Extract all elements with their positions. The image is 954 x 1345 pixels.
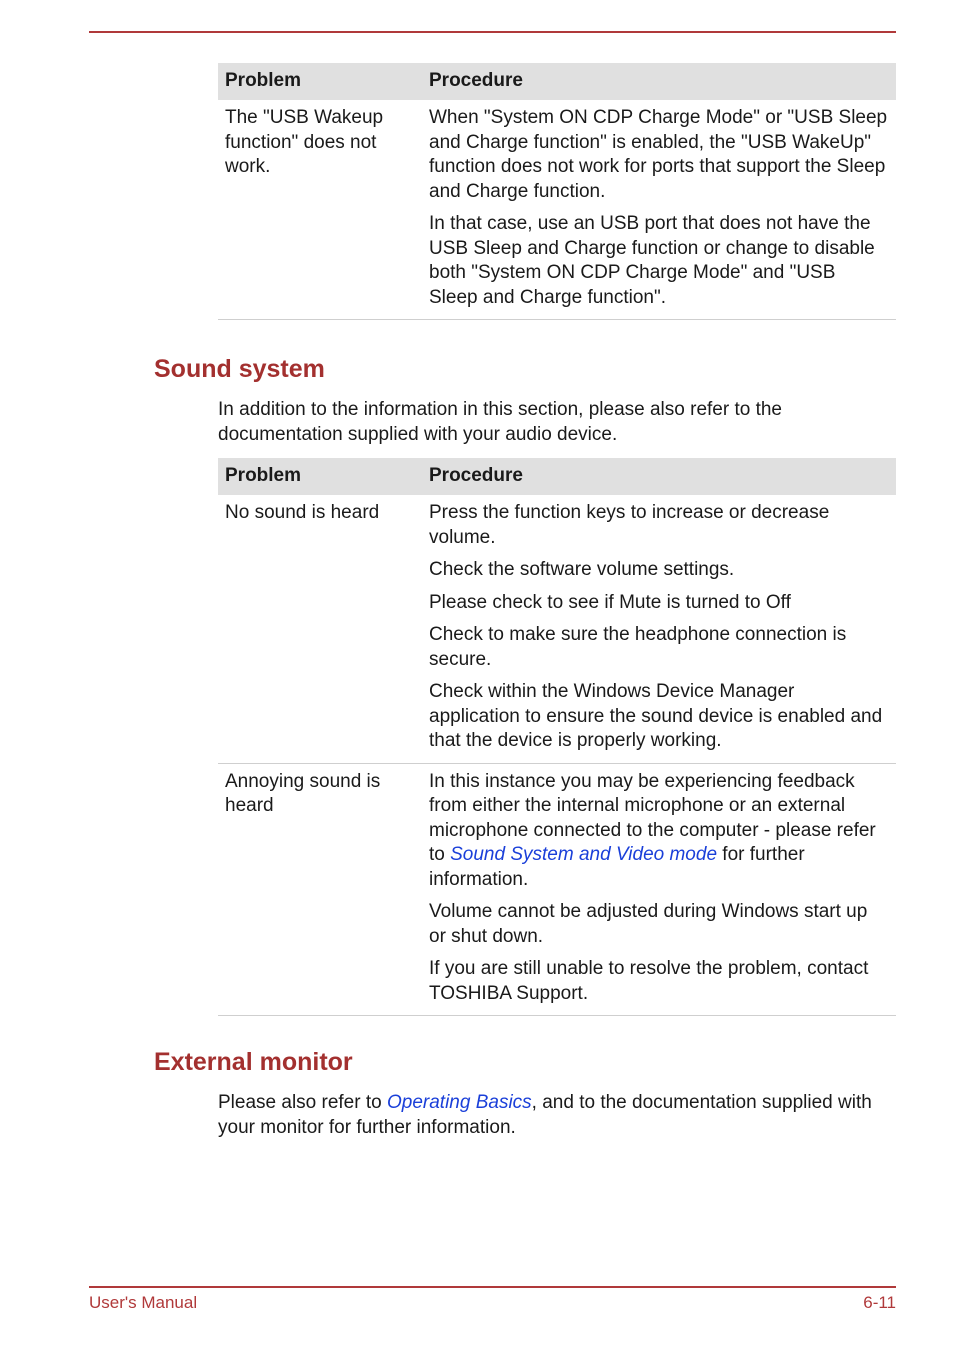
procedure-paragraph: Please check to see if Mute is turned to Off bbox=[429, 591, 791, 613]
footer-page-number: 6-11 bbox=[863, 1293, 896, 1312]
table-row bbox=[218, 100, 896, 320]
sound-troubleshooting-table bbox=[218, 458, 896, 1016]
intro-text: Please also refer to bbox=[218, 1092, 387, 1113]
problem-column-header: Problem bbox=[218, 458, 422, 495]
procedure-paragraph: In that case, use an USB port that does not have the USB Sleep and Charge function or change to disable both "System ON CDP Charge Mode" and "USB Sleep and Charge function". bbox=[429, 213, 875, 308]
procedure-paragraph: Volume cannot be adjusted during Windows start up or shut down. bbox=[429, 901, 868, 947]
table-header-row bbox=[218, 458, 896, 495]
external-monitor-heading: External monitor bbox=[154, 1048, 353, 1076]
procedure-column-header: Procedure bbox=[422, 63, 896, 100]
procedure-text: In this instance you may be experiencing feedback from either the internal microphone or an external microphone connected to the computer - please refer to bbox=[429, 770, 876, 865]
procedure-paragraph: When "System ON CDP Charge Mode" or "USB Sleep and Charge function" is enabled, the "USB WakeUp" function does not work for ports that support the Sleep and Charge function. bbox=[429, 107, 888, 202]
procedure-cell bbox=[422, 100, 896, 320]
problem-cell: Annoying sound is heard bbox=[218, 763, 422, 1016]
sound-system-video-mode-link[interactable]: Sound System and Video mode bbox=[450, 844, 718, 865]
usb-troubleshooting-table bbox=[218, 63, 896, 320]
external-monitor-intro bbox=[218, 1091, 896, 1140]
table-row bbox=[218, 763, 896, 1016]
table-header-row bbox=[218, 63, 896, 100]
table-row bbox=[218, 495, 896, 763]
intro-text: , and to the documentation supplied with your monitor for further information. bbox=[218, 1092, 872, 1138]
procedure-cell bbox=[422, 763, 896, 1016]
footer-rule bbox=[89, 1286, 896, 1288]
procedure-cell bbox=[422, 495, 896, 763]
procedure-paragraph-with-link bbox=[429, 770, 889, 893]
procedure-paragraph: Check the software volume settings. bbox=[429, 559, 735, 580]
procedure-paragraph: If you are still unable to resolve the problem, contact TOSHIBA Support. bbox=[429, 958, 869, 1004]
operating-basics-link[interactable]: Operating Basics bbox=[386, 1092, 532, 1113]
problem-cell: The "USB Wakeup function" does not work. bbox=[218, 100, 422, 320]
sound-system-intro: In addition to the information in this section, please also refer to the documentation supplied with your audio device. bbox=[218, 399, 782, 445]
procedure-paragraph: Press the function keys to increase or decrease volume. bbox=[429, 502, 830, 548]
procedure-text: for further information. bbox=[429, 844, 805, 890]
procedure-column-header: Procedure bbox=[422, 458, 896, 495]
problem-column-header: Problem bbox=[218, 63, 422, 100]
sound-system-heading: Sound system bbox=[154, 355, 325, 383]
problem-cell: No sound is heard bbox=[218, 495, 422, 763]
header-rule bbox=[89, 31, 896, 33]
footer-manual-title: User's Manual bbox=[89, 1293, 198, 1312]
procedure-paragraph: Check within the Windows Device Manager application to ensure the sound device is enabled and that the device is properly working. bbox=[429, 681, 883, 751]
procedure-paragraph: Check to make sure the headphone connection is secure. bbox=[429, 624, 847, 670]
